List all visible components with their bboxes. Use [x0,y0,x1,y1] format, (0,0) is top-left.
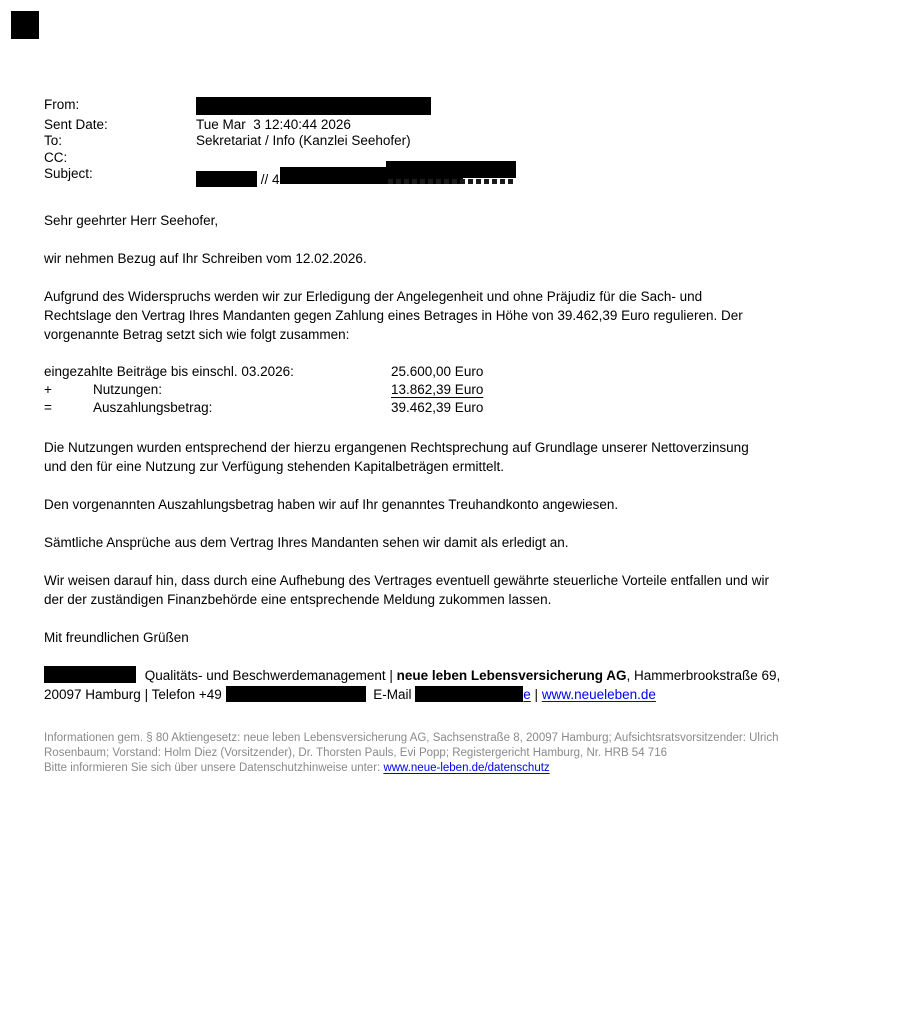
phone-number-redaction-bar [226,686,366,702]
subject-redaction-bar-1 [196,171,257,187]
company-name: neue leben Lebensversicherung AG [396,668,627,683]
paragraph-nutzungen-line1: Die Nutzungen wurden entsprechend der hierzu ergangenen Rechtsprechung auf Grundlage unserer Nettoverzinsung [44,440,749,455]
subject-label: Subject: [44,166,93,181]
paragraph-reference: wir nehmen Bezug auf Ihr Schreiben vom 12.02.2026. [44,251,367,266]
to-value: Sekretariat / Info (Kanzlei Seehofer) [196,133,411,148]
paragraph-treuhandkonto: Den vorgenannten Auszahlungsbetrag haben wir auf Ihr genanntes Treuhandkonto angewiesen. [44,497,619,512]
letter-body [44,211,889,776]
subject-value [196,166,516,189]
paragraph-nutzungen-explanation [44,438,889,476]
email-address-visible-tail-link[interactable]: e [523,687,531,702]
amount-value-underlined: 13.862,39 Euro [391,382,484,397]
redaction-square-logo [11,11,39,39]
sender-name-redaction-bar [44,666,136,683]
amount-label-cell [44,363,391,381]
subject-visible-fragment: // 4 [260,172,280,187]
amount-label: eingezahlte Beiträge bis einschl. 03.2026: [44,364,294,379]
separator-pipe: | [530,687,542,702]
from-redaction-bar [196,97,431,115]
signature-city-phone: 20097 Hamburg | Telefon +49 [44,687,226,702]
paragraph-nutzungen-line2: und den für eine Nutzung zur Verfügung stehenden Kapitalbeträgen ermittelt. [44,459,505,474]
sent-date-value: Tue Mar 3 12:40:44 2026 [196,116,351,132]
legal-footer [44,731,889,776]
website-link[interactable]: www.neueleben.de [541,687,656,702]
amount-value: 25.600,00 Euro [391,364,484,379]
header-row-from [44,97,516,117]
subject-partially-covered-text [388,179,514,184]
plus-symbol: + [44,382,52,397]
amount-row-total [44,399,889,417]
email-header-block [44,97,516,189]
amount-row-contributions [44,363,889,381]
from-label: From: [44,97,80,112]
subject-redaction-group [280,166,516,187]
amount-row-nutzungen [44,381,889,399]
paragraph-settlement-line2: Rechtslage den Vertrag Ihres Mandanten gegen Zahlung eines Betrages in Höhe von 39.462,39 Euro regulieren. Der [44,308,743,323]
equals-symbol: = [44,400,52,415]
header-row-sent-date [44,117,516,134]
footer-line-3 [44,761,889,776]
cc-label: CC: [44,149,68,165]
amount-label: Auszahlungsbetrag: [93,400,213,415]
amount-label-cell [44,399,391,417]
signature-line-1 [44,666,889,685]
signature-department: Qualitäts- und Beschwerdemanagement | [141,668,397,683]
sent-date-label: Sent Date: [44,116,108,132]
paragraph-steuer-line1: Wir weisen darauf hin, dass durch eine Aufhebung des Vertrages eventuell gewährte steuerliche Vorteile entfallen und wir [44,573,769,588]
amount-value: 39.462,39 Euro [391,400,484,415]
company-street: , Hammerbrookstraße 69, [626,668,781,683]
to-label: To: [44,133,63,148]
paragraph-settlement-line3: vorgenannte Betrag setzt sich wie folgt zusammen: [44,327,350,342]
subject-redaction-bar-3 [386,161,516,178]
email-label: E-Mail [369,687,416,702]
paragraph-settlement-line1: Aufgrund des Widerspruchs werden wir zur Erledigung der Angelegenheit und ohne Präjudiz für die Sach- und [44,289,703,304]
footer-line-1: Informationen gem. § 80 Aktiengesetz: neue leben Lebensversicherung AG, Sachsenstraße 8, 20097 Hamburg; Aufsichtsratsvorsitzender: Ulrich [44,732,779,744]
amount-label-cell [44,381,391,399]
amount-label: Nutzungen: [93,382,163,397]
header-row-subject [44,166,516,189]
signature-line-2 [44,685,889,704]
footer-line-2: Rosenbaum; Vorstand: Holm Diez (Vorsitzender), Dr. Thorsten Pauls, Evi Popp; Registergericht Hamburg, Nr. HRB 54 716 [44,747,667,759]
paragraph-erledigt: Sämtliche Ansprüche aus dem Vertrag Ihres Mandanten sehen wir damit als erledigt an. [44,535,569,550]
paragraph-settlement [44,287,889,344]
paragraph-steuer-hinweis [44,571,889,609]
closing-greeting: Mit freundlichen Grüßen [44,630,189,645]
from-value [196,97,431,117]
email-address-redaction-bar [415,686,523,702]
paragraph-steuer-line2: der der zuständigen Finanzbehörde eine entsprechende Meldung zukommen lassen. [44,592,552,607]
salutation: Sehr geehrter Herr Seehofer, [44,213,219,228]
privacy-notice-text: Bitte informieren Sie sich über unsere Datenschutzhinweise unter: [44,762,384,774]
signature-block [44,666,889,704]
privacy-policy-link[interactable]: www.neue-leben.de/datenschutz [383,762,550,774]
header-row-to [44,133,516,150]
amounts-table [44,363,889,417]
